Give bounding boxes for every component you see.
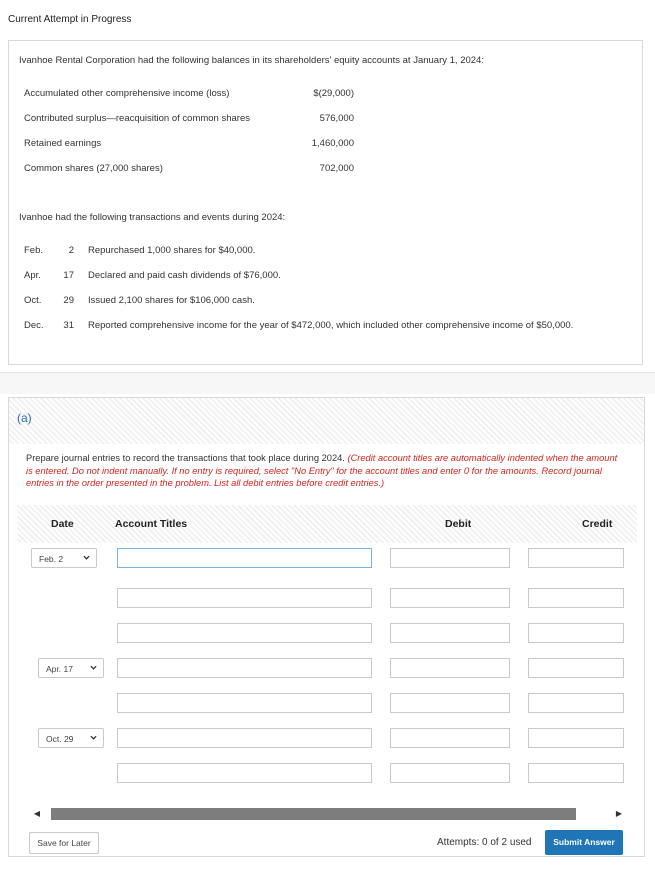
debit-input[interactable] (390, 658, 510, 678)
balance-row (24, 88, 354, 102)
transaction-desc: Reported comprehensive income for the year of $472,000, which included other comprehensive income of $50,000. (88, 320, 574, 331)
date-select-value: Oct. 29 (46, 734, 74, 744)
credit-input[interactable] (528, 728, 624, 748)
date-select-apr-17[interactable] (38, 658, 104, 678)
problem-statement (8, 40, 643, 365)
save-for-later-button[interactable]: Save for Later (29, 832, 99, 854)
debit-input[interactable] (390, 693, 510, 713)
debit-input[interactable] (390, 623, 510, 643)
balance-label: Accumulated other comprehensive income (loss) (24, 88, 230, 99)
date-select-feb-2[interactable] (31, 548, 97, 568)
attempts-counter: Attempts: 0 of 2 used (437, 837, 532, 848)
transaction-day: 17 (63, 270, 74, 281)
balance-label: Contributed surplus—reacquisition of common shares (24, 113, 250, 124)
balance-label: Common shares (27,000 shares) (24, 163, 163, 174)
balance-amount: 576,000 (319, 113, 354, 124)
account-title-input[interactable] (117, 693, 372, 713)
transaction-month: Oct. (24, 295, 42, 306)
debit-input[interactable] (390, 548, 510, 568)
transaction-row (24, 245, 634, 259)
instruction-note: (Credit account titles are automatically indented when the amount is entered. Do not indent manually. If no entry is required, select "No Entry" for the account titles and enter 0 for the amounts. Record journal entries in the order presented in the problem. List all debit entries before credit entries.) (26, 453, 618, 488)
transaction-desc: Repurchased 1,000 shares for $40,000. (88, 245, 256, 256)
balance-row (24, 163, 354, 177)
transaction-row (24, 320, 634, 334)
transaction-day: 31 (63, 320, 74, 331)
balance-row (24, 113, 354, 127)
account-title-input[interactable] (117, 548, 372, 568)
part-a-header (9, 398, 644, 444)
chevron-down-icon (83, 554, 90, 561)
balance-amount: 702,000 (319, 163, 354, 174)
scroll-right-icon[interactable]: ▶ (615, 809, 623, 818)
part-label: (a) (17, 411, 32, 425)
debit-input[interactable] (390, 763, 510, 783)
submit-answer-button[interactable]: Submit Answer (545, 830, 623, 855)
debit-input[interactable] (390, 728, 510, 748)
credit-input[interactable] (528, 693, 624, 713)
scroll-left-icon[interactable]: ◀ (33, 809, 41, 818)
transaction-desc: Issued 2,100 shares for $106,000 cash. (88, 295, 255, 306)
account-title-input[interactable] (117, 763, 372, 783)
instruction-text: Prepare journal entries to record the transactions that took place during 2024. (26, 453, 345, 463)
credit-input[interactable] (528, 763, 624, 783)
date-select-value: Feb. 2 (39, 554, 64, 564)
credit-input[interactable] (528, 588, 624, 608)
transaction-month: Dec. (24, 320, 44, 331)
transaction-month: Feb. (24, 245, 44, 256)
col-debit: Debit (445, 518, 472, 530)
transaction-row (24, 270, 634, 284)
col-date: Date (51, 518, 74, 530)
transactions-intro: Ivanhoe had the following transactions and events during 2024: (19, 212, 286, 223)
col-credit: Credit (582, 518, 613, 530)
credit-input[interactable] (528, 548, 624, 568)
journal-table-header (17, 505, 637, 543)
balance-amount: $(29,000) (313, 88, 354, 99)
horizontal-scrollbar[interactable] (30, 807, 626, 821)
col-account-titles: Account Titles (115, 518, 188, 530)
section-divider (0, 372, 655, 394)
account-title-input[interactable] (117, 658, 372, 678)
credit-input[interactable] (528, 623, 624, 643)
transaction-row (24, 295, 634, 309)
chevron-down-icon (90, 734, 97, 741)
transaction-day: 2 (68, 245, 74, 256)
balance-label: Retained earnings (24, 138, 102, 149)
instructions (26, 452, 626, 490)
account-title-input[interactable] (117, 623, 372, 643)
balance-row (24, 138, 354, 152)
transaction-desc: Declared and paid cash dividends of $76,000. (88, 270, 281, 281)
scrollbar-thumb[interactable] (51, 808, 576, 820)
date-select-value: Apr. 17 (46, 664, 73, 674)
account-title-input[interactable] (117, 728, 372, 748)
date-select-oct-29[interactable] (38, 728, 104, 748)
page-header: Current Attempt in Progress (8, 14, 132, 25)
account-title-input[interactable] (117, 588, 372, 608)
problem-intro: Ivanhoe Rental Corporation had the following balances in its shareholders' equity accounts at January 1, 2024: (19, 55, 484, 66)
balance-amount: 1,460,000 (311, 138, 354, 149)
debit-input[interactable] (390, 588, 510, 608)
transaction-month: Apr. (24, 270, 41, 281)
transaction-day: 29 (63, 295, 74, 306)
chevron-down-icon (90, 664, 97, 671)
credit-input[interactable] (528, 658, 624, 678)
